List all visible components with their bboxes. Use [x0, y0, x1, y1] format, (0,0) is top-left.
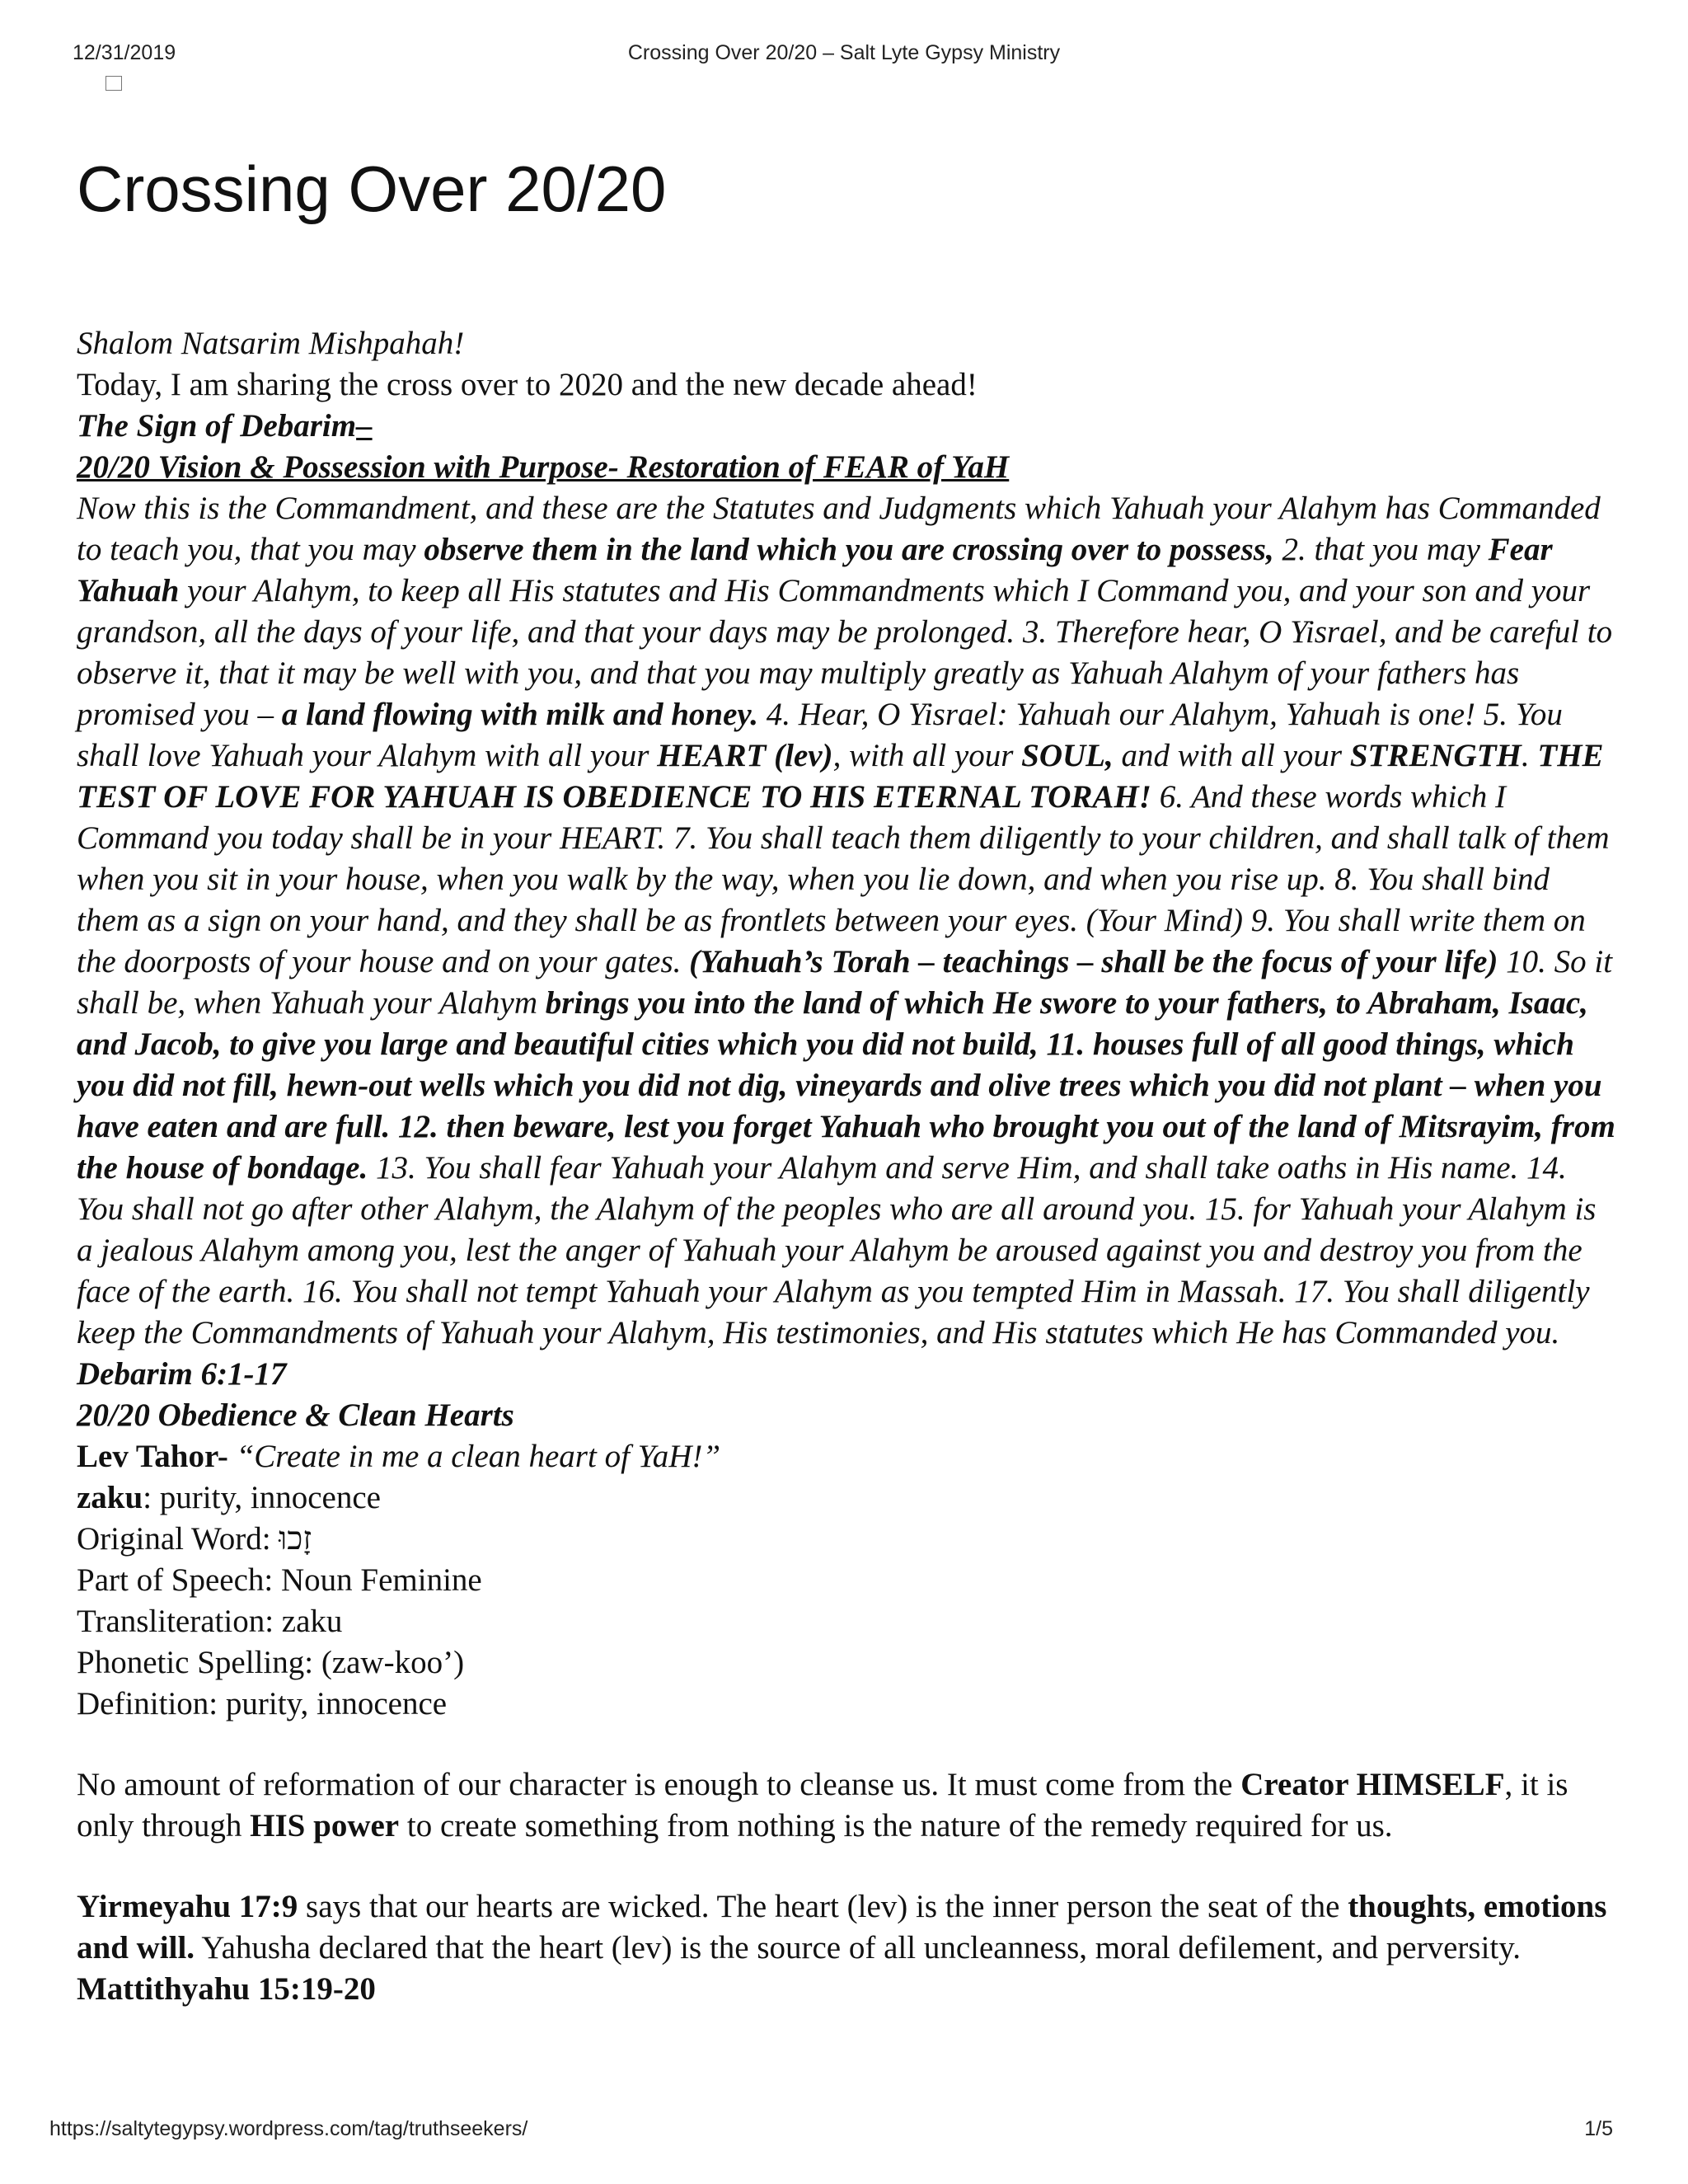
lexicon-definition: Definition: purity, innocence	[77, 1686, 448, 1721]
print-date: 12/31/2019	[73, 41, 176, 64]
paragraph-heart: Yirmeyahu 17:9 says that our hearts are wicked. The heart (lev) is the inner person the seat of the thoughts, emotions and will. Yahusha declared that the heart (lev) is the source of all uncleanness, moral defilement, and perversity. Mattithyahu 15:19-20	[77, 1889, 1607, 2007]
obedience-heading: 20/20 Obedience & Clean Hearts	[77, 1397, 514, 1433]
paragraph-reformation: No amount of reformation of our character is enough to cleanse us. It must come from the Creator HIMSELF, it is only through HIS power to create something from nothing is the nature of the remedy required for us.	[77, 1767, 1568, 1843]
sign-heading: The Sign of Debarim–	[77, 408, 373, 444]
lev-tahor-line: Lev Tahor- “Create in me a clean heart of YaH!”	[77, 1439, 721, 1474]
page-url: https://saltytegypsy.wordpress.com/tag/truthseekers/	[49, 2117, 528, 2140]
broken-image-placeholder-icon	[106, 76, 122, 91]
scripture-reference: Debarim 6:1-17	[77, 1356, 287, 1392]
article-body	[77, 323, 1618, 2010]
scripture-passage: Now this is the Commandment, and these are the Statutes and Judgments which Yahuah your Alahym has Commanded to teach you, that you may observe them in the land which you are crossing over to possess, 2. that you may Fear Yahuah your Alahym, to keep all His statutes and His Commandments which I Command you, and your son and your grandson, all the days of your life, and that your days may be prolonged. 3. Therefore hear, O Yisrael, and be careful to observe it, that it may be well with you, and that you may multiply greatly as Yahuah Alahym of your fathers has promised you – a land flowing with milk and honey. 4. Hear, O Yisrael: Yahuah our Alahym, Yahuah is one! 5. You shall love Yahuah your Alahym with all your HEART (lev), with all your SOUL, and with all your STRENGTH. THE TEST OF LOVE FOR YAHUAH IS OBEDIENCE TO HIS ETERNAL TORAH! 6. And these words which I Command you today shall be in your HEART. 7. You shall teach them diligently to your children, and shall talk of them when you sit in your house, when you walk by the way, when you lie down, and when you rise up. 8. You shall bind them as a sign on your hand, and they shall be as frontlets between your eyes. (Your Mind) 9. You shall write them on the doorposts of your house and on your gates. (Yahuah’s Torah – teachings – shall be the focus of your life) 10. So it shall be, when Yahuah your Alahym brings you into the land of which He swore to your fathers, to Abraham, Isaac, and Jacob, to give you large and beautiful cities which you did not build, 11. houses full of all good things, which you did not fill, hewn-out wells which you did not dig, vineyards and olive trees which you did not plant – when you have eaten and are full. 12. then beware, lest you forget Yahuah who brought you out of the land of Mitsrayim, from the house of bondage. 13. You shall fear Yahuah your Alahym and serve Him, and shall take oaths in His name. 14. You shall not go after other Alahym, the Alahym of the peoples who are all around you. 15. for Yahuah your Alahym is a jealous Alahym among you, lest the anger of Yahuah your Alahym be aroused against you and destroy you from the face of the earth. 16. You shall not tempt Yahuah your Alahym as you tempted Him in Massah. 17. You shall diligently keep the Commandments of Yahuah your Alahym, His testimonies, and His statutes which He has Commanded you. Debarim 6:1-17	[77, 491, 1615, 1392]
lexicon-phonetic: Phonetic Spelling: (zaw-koo’)	[77, 1645, 465, 1680]
print-page-title: Crossing Over 20/20 – Salt Lyte Gypsy Ministry	[627, 41, 1061, 64]
lexicon-part-of-speech: Part of Speech: Noun Feminine	[77, 1562, 482, 1598]
page-number: 1/5	[1584, 2117, 1613, 2140]
print-header	[0, 41, 1688, 74]
vision-heading: 20/20 Vision & Possession with Purpose- Restoration of FEAR of YaH	[77, 449, 1010, 485]
lexicon-original-word: Original Word: זָכוּ	[77, 1521, 312, 1557]
lexicon-transliteration: Transliteration: zaku	[77, 1604, 343, 1639]
article-title: Crossing Over 20/20	[77, 153, 667, 225]
intro-line: Today, I am sharing the cross over to 2020 and the new decade ahead!	[77, 367, 978, 402]
lexicon-word: zaku: purity, innocence	[77, 1480, 381, 1515]
greeting: Shalom Natsarim Mishpahah!	[77, 326, 465, 361]
